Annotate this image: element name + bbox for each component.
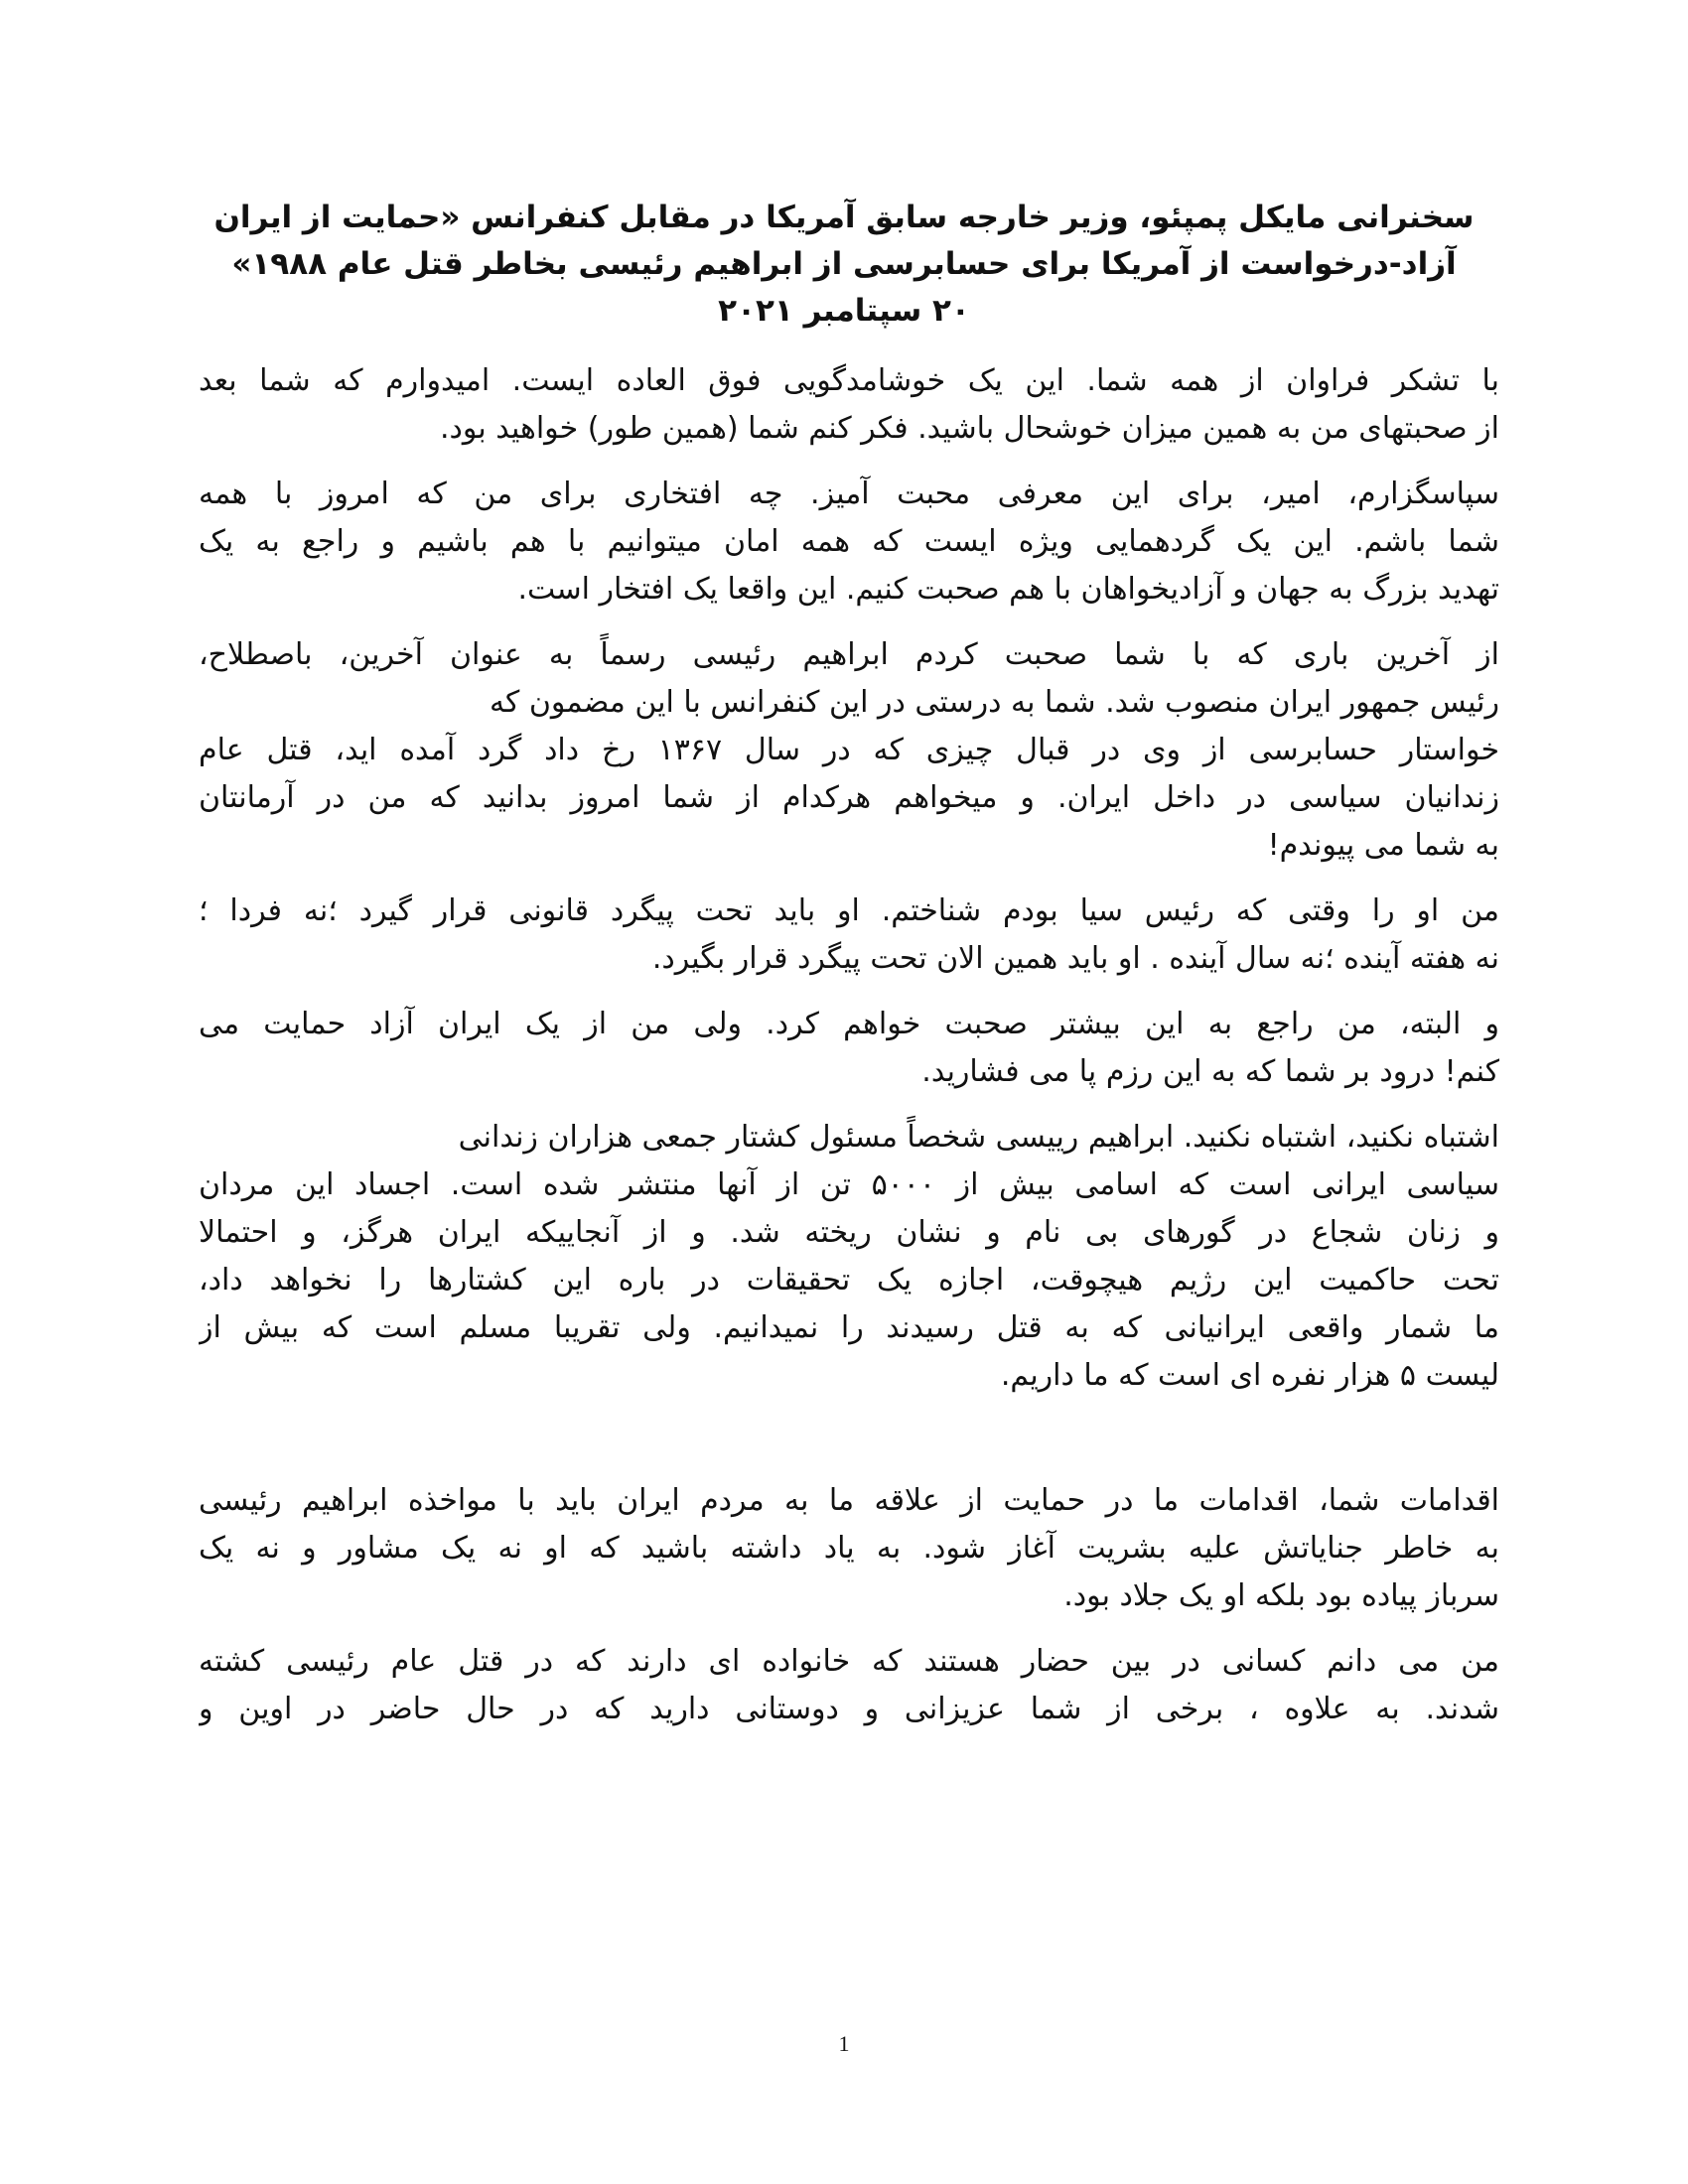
paragraph-line: رئیس جمهور ایران منصوب شد. شما به درستی در این کنفرانس با این مضمون که [489, 685, 1499, 720]
paragraph-line: اشتباه نکنید، اشتباه نکنید. ابراهیم رییسی شخصاً مسئول کشتار جمعی هزاران زندانی [458, 1120, 1499, 1155]
paragraph [199, 357, 1499, 453]
paragraph-line: به خاطر جنایاتش علیه بشریت آغاز شود. به یاد داشته باشید که او نه یک مشاور و نه یک [199, 1531, 1499, 1566]
document-body [199, 357, 1499, 1751]
paragraph-line: تحت حاکمیت این رژیم هیچوقت، اجازه یک تحقیقات در باره این کشتارها را نخواهد داد، [199, 1263, 1499, 1297]
paragraph-line: سیاسی ایرانی است که اسامی بیش از ۵۰۰۰ تن از آنها منتشر شده است. اجساد این مردان [199, 1167, 1499, 1202]
paragraph-line: نه هفته آینده ؛نه سال آینده . او باید همین الان تحت پیگرد قرار بگیرد. [651, 941, 1499, 976]
paragraph [199, 471, 1499, 614]
paragraph-line: زندانیان سیاسی در داخل ایران. و میخواهم هرکدام از شما امروز بدانید که من در آرمانتان [199, 780, 1499, 815]
paragraph-line: به شما می پیوندم! [1267, 828, 1499, 863]
paragraph-line: تهدید بزرگ به جهان و آزادیخواهان با هم صحبت کنیم. این واقعا یک افتخار است. [517, 572, 1499, 607]
paragraph-line: ما شمار واقعی ایرانیانی که به قتل رسیدند را نمیدانیم. ولی تقریبا مسلم است که بیش از [199, 1310, 1499, 1345]
paragraph-line: من می دانم کسانی در بین حضار هستند که خانواده ای دارند که در قتل عام رئیسی کشته [199, 1644, 1499, 1679]
paragraph [199, 1001, 1499, 1096]
spacer [199, 1418, 1499, 1477]
paragraph [199, 887, 1499, 983]
paragraph [199, 631, 1499, 870]
paragraph-line: کنم! درود بر شما که به این رزم پا می فشارید. [921, 1054, 1499, 1089]
page-number: 1 [838, 2031, 850, 2056]
paragraph-line: از صحبتهای من به همین میزان خوشحال باشید. فکر کنم شما (همین طور) خواهید بود. [439, 411, 1499, 446]
paragraph-line: و البته، من راجع به این بیشتر صحبت خواهم کرد. ولی من از یک ایران آزاد حمایت می [199, 1007, 1499, 1041]
paragraph-line: لیست ۵ هزار نفره ای است که ما داریم. [1000, 1358, 1499, 1393]
title-line: آزاد-درخواست از آمریکا برای حسابرسی از ابراهیم رئیسی بخاطر قتل عام ۱۹۸۸» [231, 246, 1457, 282]
paragraph-line: شما باشم. این یک گردهمایی ویژه ایست که همه امان میتوانیم با هم باشیم و راجع به یک [199, 524, 1499, 559]
paragraph-line: و زنان شجاع در گورهای بی نام و نشان ریخته شد. و از آنجاییکه ایران هرگز، و احتمالا [199, 1215, 1499, 1250]
paragraph-line: با تشکر فراوان از همه شما. این یک خوشامدگویی فوق العاده ایست. امیدوارم که شما بعد [199, 363, 1499, 398]
paragraph-line: شدند. به علاوه ، برخی از شما عزیزانی و دوستانی دارید که در حال حاضر در اوین و [199, 1692, 1499, 1726]
paragraph [199, 1638, 1499, 1733]
paragraph [199, 1477, 1499, 1620]
title-line: سخنرانی مایکل پمپئو، وزیر خارجه سابق آمریکا در مقابل کنفرانس «حمایت از ایران [213, 200, 1475, 235]
document-title [199, 195, 1489, 335]
paragraph-line: من او را وقتی که رئیس سیا بودم شناختم. او باید تحت پیگرد قانونی قرار گیرد ؛نه فردا ؛ [199, 893, 1499, 928]
title-date: ۲۰ سپتامبر ۲۰۲۱ [718, 293, 970, 329]
paragraph-line: سرباز پیاده بود بلکه او یک جلاد بود. [1063, 1578, 1499, 1613]
paragraph-line: سپاسگزارم، امیر، برای این معرفی محبت آمیز. چه افتخاری برای من که امروز با همه [199, 477, 1499, 511]
paragraph [199, 1114, 1499, 1400]
paragraph-line: خواستار حسابرسی از وی در قبال چیزی که در سال ۱۳۶۷ رخ داد گرد آمده اید، قتل عام [199, 733, 1499, 767]
paragraph-line: از آخرین باری که با شما صحبت کردم ابراهیم رئیسی رسماً به عنوان آخرین، باصطلاح، [199, 637, 1499, 672]
paragraph-line: اقدامات شما، اقدامات ما در حمایت از علاقه ما به مردم ایران باید با مواخذه ابراهیم رئیسی [199, 1483, 1499, 1518]
